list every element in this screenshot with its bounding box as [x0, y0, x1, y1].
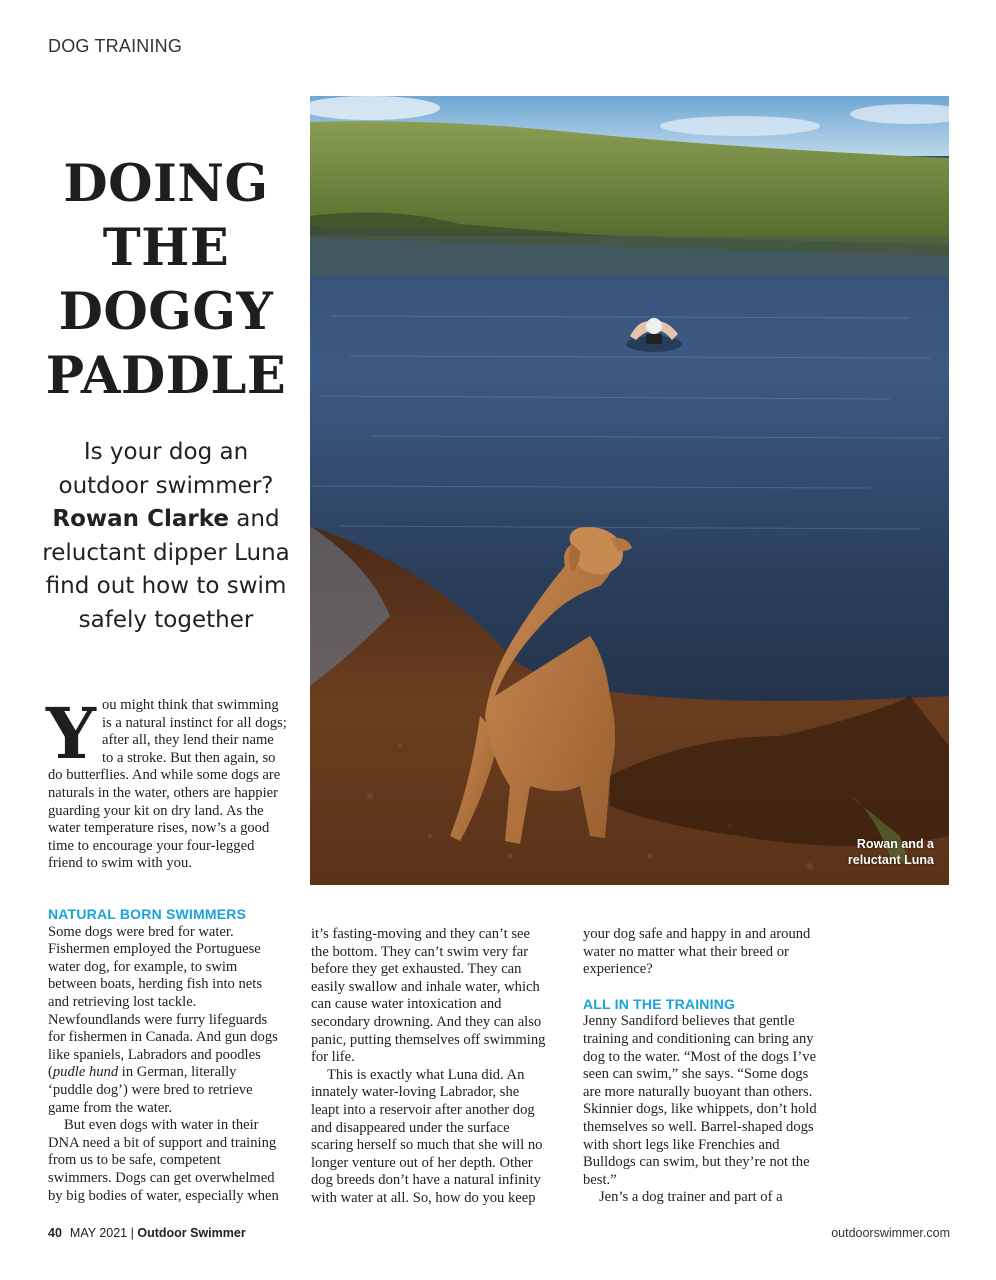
body-paragraph: Some dogs were bred for water. Fishermen employed the Portuguese water dog, for example, to swim between boats, herding fish into nets and retrieving lost tackle. Newfoundlands were furry lifeguards for fishermen in Canada. And gun dogs like spaniels, Labradors and poodles (pudle hund in German, literally ‘puddle dog’) were bred to retrieve game from the water.: [48, 923, 278, 1116]
body-paragraph: This is exactly what Luna did. An innately water-loving Labrador, she leapt into a reservoir after another dog and disappeared under the surface scaring herself so much that she will no longer venture out of her depth. Other dog breeds don’t have a natural infinity with water at all. So, how do you keep: [311, 1066, 543, 1206]
standfirst-text-end: and reluctant dipper Luna find out how to swim safely together: [42, 506, 290, 633]
headline-line: THE: [102, 218, 230, 278]
italic-term: pudle hund: [52, 1064, 119, 1081]
headline-line: PADDLE: [45, 346, 287, 406]
standfirst-text: Is your dog an outdoor swimmer?: [58, 439, 274, 499]
page-number: 40: [48, 1226, 62, 1240]
standfirst-author: Rowan Clarke: [52, 506, 229, 532]
website-url: outdoorswimmer.com: [831, 1226, 950, 1240]
body-paragraph: But even dogs with water in their DNA need a bit of support and training from us to be safe, competent swimmers. Dogs can get overwhelmed by big bodies of water, especially when: [48, 1117, 279, 1204]
column-3: [583, 926, 823, 1207]
photo-dog-at-lake: [310, 96, 949, 885]
column-1: [48, 906, 284, 1205]
column-2: [311, 926, 551, 1208]
intro-paragraph: [46, 692, 288, 873]
photo-caption: [848, 836, 934, 868]
headline-line: DOGGY: [58, 282, 274, 342]
headline: [40, 152, 292, 408]
folio-separator: |: [130, 1226, 134, 1240]
caption-line: Rowan and a: [856, 837, 934, 851]
subheading-all-in-the-training: ALL IN THE TRAINING: [583, 995, 736, 1012]
subheading-natural-born-swimmers: NATURAL BORN SWIMMERS: [48, 906, 247, 922]
intro-text: ou might think that swimming is a natural instinct for all dogs; after all, they lend their name to a stroke. But then again, so do butterflies. And while some dogs are naturals in the water, others are happier guarding your kit on dry land. As the water temperature rises, now’s a good time to encourage your four-legged friend to swim with you.: [48, 697, 287, 872]
headline-line: DOING: [63, 154, 269, 214]
body-paragraph: Jenny Sandiford believes that gentle training and conditioning can bring any dog to the water. “Most of the dogs I’ve seen can swim,” she says. “Some dogs are more naturally buoyant than others. Skinnier dogs, like whippets, don’t hold themselves so well. Barrel-shaped dogs with short legs like Frenchies and Bulldogs can swim, but they’re not the best.”: [583, 1013, 817, 1188]
section-label: DOG TRAINING: [48, 36, 183, 56]
body-paragraph: it’s fasting-moving and they can’t see the bottom. They can’t swim very far before they get exhausted. They can easily swallow and inhale water, which can cause water intoxication and secondary drowning. And they can also panic, putting themselves off swimming for life.: [311, 926, 546, 1066]
drop-cap: Y: [46, 692, 96, 775]
body-paragraph: Jen’s a dog trainer and part of a: [599, 1189, 783, 1206]
standfirst: [40, 436, 292, 637]
footer-folio: [48, 1226, 246, 1240]
body-paragraph: your dog safe and happy in and around water no matter what their breed or experience?: [583, 926, 811, 978]
magazine-name: Outdoor Swimmer: [137, 1226, 246, 1240]
caption-line: reluctant Luna: [847, 853, 934, 867]
issue-date: MAY 2021: [69, 1226, 128, 1240]
